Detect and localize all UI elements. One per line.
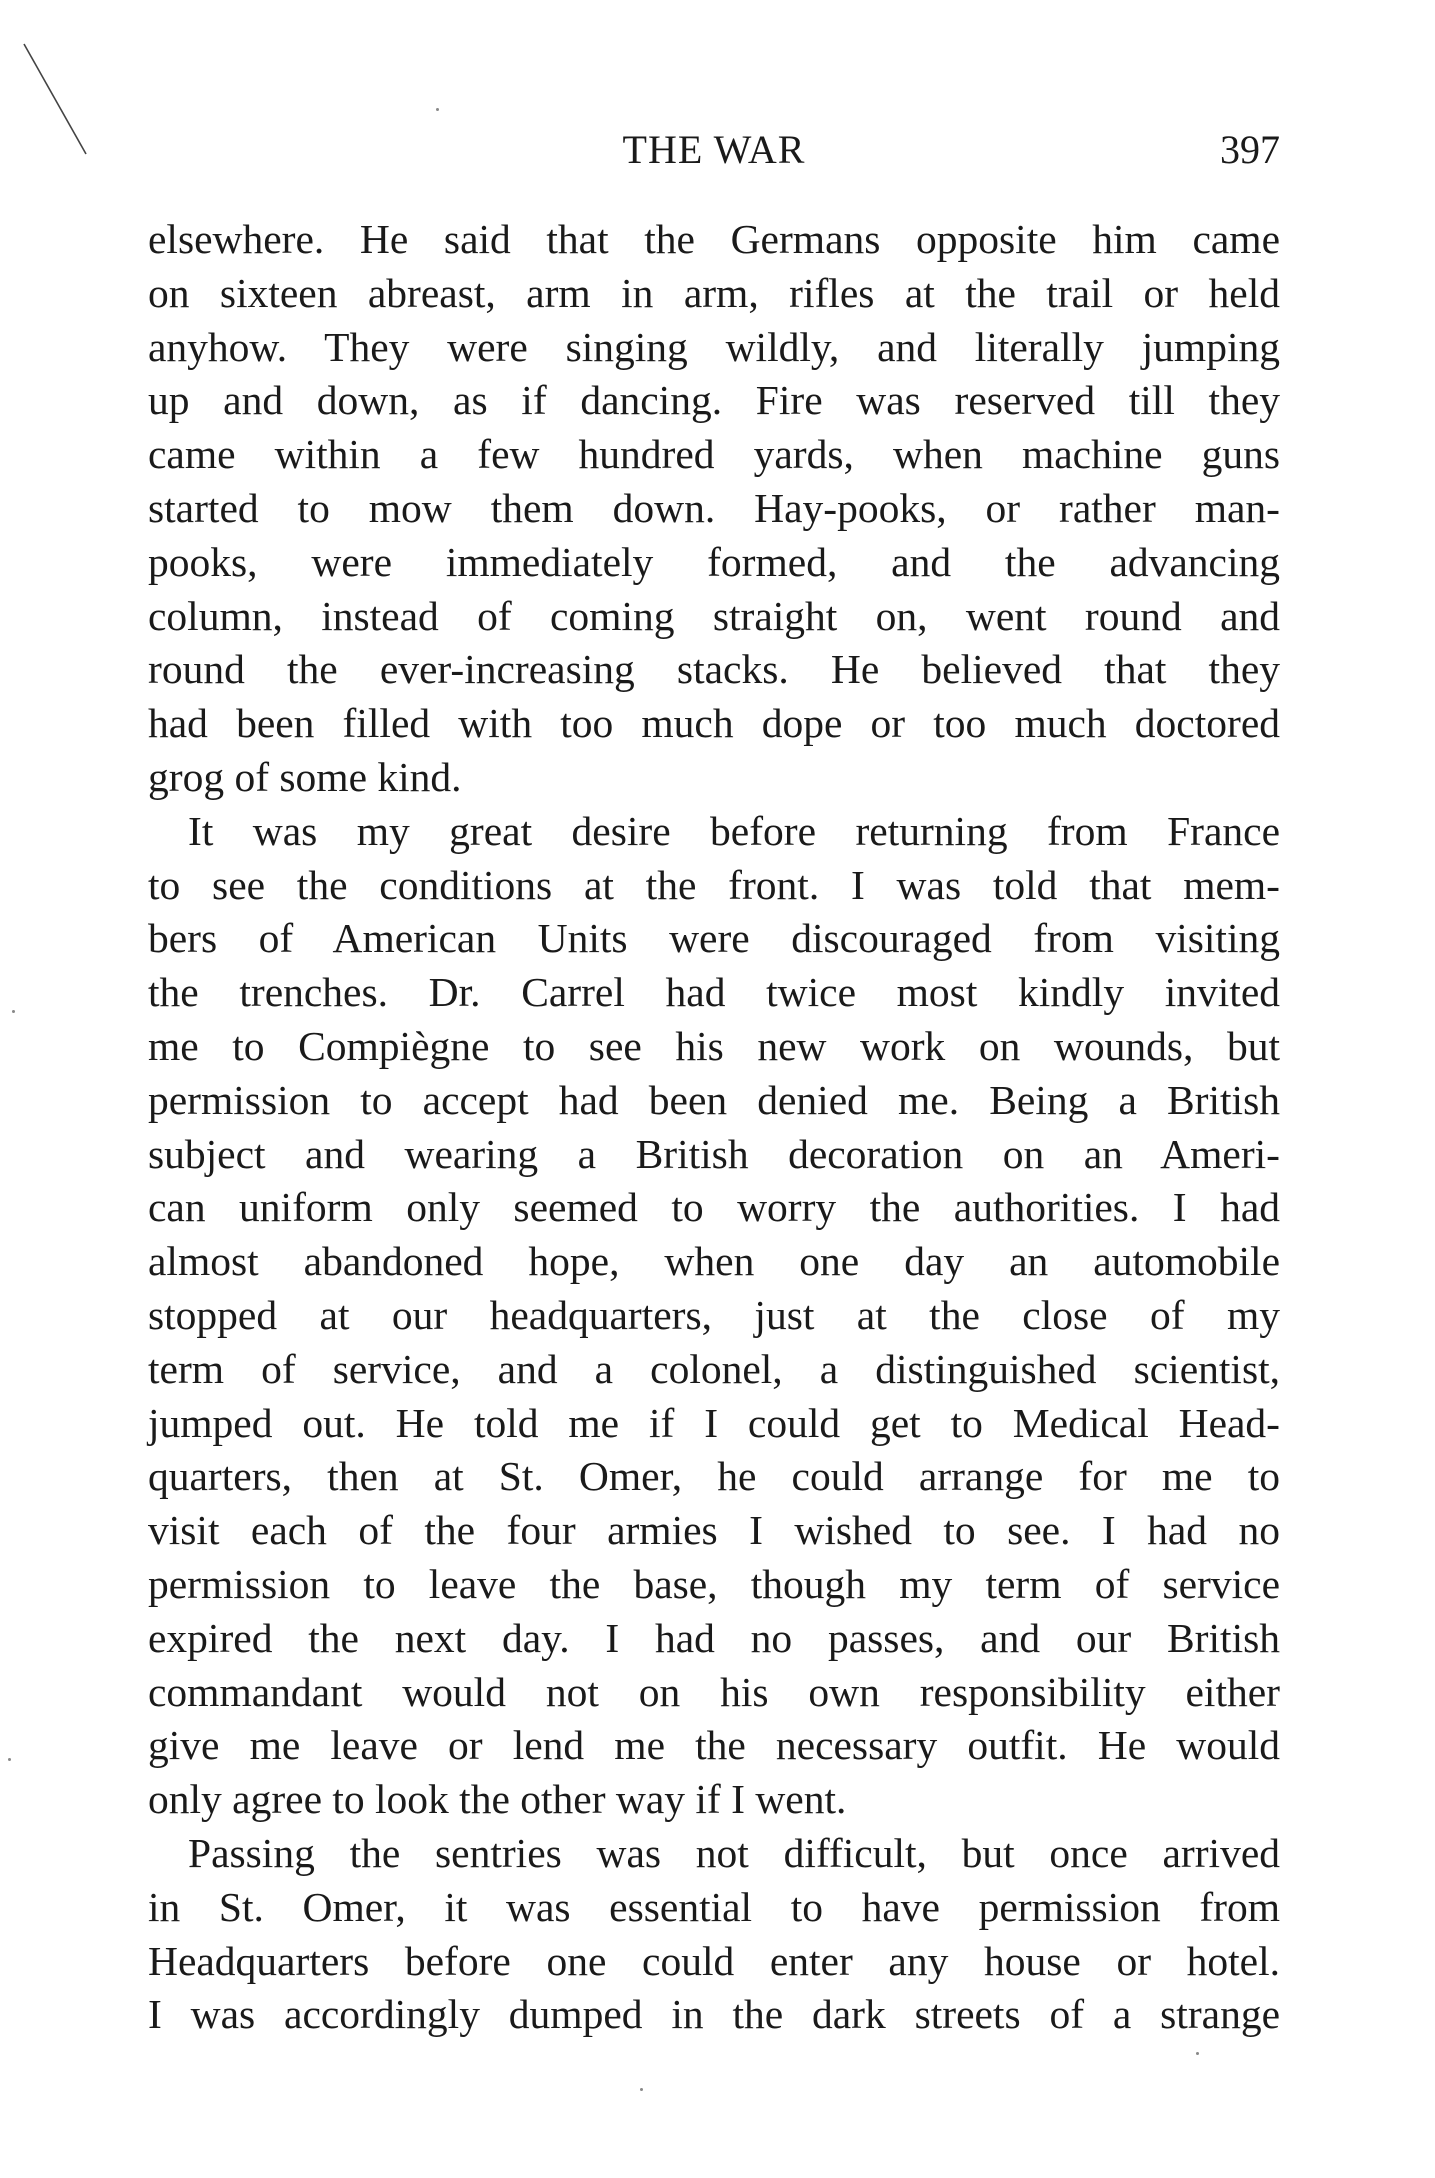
- text-line: in St. Omer, it was essential to have permission from: [148, 1883, 1280, 1930]
- text-line: expired the next day. I had no passes, and our British: [148, 1614, 1280, 1661]
- text-line: elsewhere. He said that the Germans opposite him came: [148, 216, 1280, 262]
- text-line: up and down, as if dancing. Fire was reserved till they: [148, 377, 1280, 424]
- text-line: give me leave or lend me the necessary outfit. He would: [148, 1722, 1280, 1769]
- text-line: almost abandoned hope, when one day an automobile: [148, 1238, 1280, 1285]
- text-line: visit each of the four armies I wished to see. I had no: [148, 1507, 1280, 1554]
- text-line: Passing the sentries was not difficult, but once arrived: [188, 1829, 1280, 1876]
- page-number: 397: [1220, 127, 1280, 172]
- running-title: THE WAR: [622, 127, 806, 172]
- text-line: came within a few hundred yards, when machine guns: [148, 431, 1280, 478]
- text-line: me to Compiègne to see his new work on wounds, but: [148, 1022, 1280, 1069]
- text-line: column, instead of coming straight on, went round and: [148, 592, 1280, 639]
- text-line: subject and wearing a British decoration on an Ameri-: [148, 1130, 1280, 1177]
- paragraph: [148, 1827, 1280, 2042]
- text-line: can uniform only seemed to worry the authorities. I had: [148, 1184, 1280, 1231]
- scan-speck: [436, 108, 439, 111]
- text-line: quarters, then at St. Omer, he could arrange for me to: [148, 1453, 1280, 1500]
- scan-speck: [640, 2088, 643, 2091]
- text-line: jumped out. He told me if I could get to Medical Head-: [148, 1399, 1280, 1446]
- page-header: [148, 120, 1280, 180]
- text-line: bers of American Units were discouraged from visiting: [148, 915, 1280, 962]
- scan-speck: [12, 1010, 15, 1013]
- text-line: only agree to look the other way if I went.: [148, 1776, 847, 1823]
- scan-speck: [8, 1758, 11, 1761]
- text-line: commandant would not on his own responsibility either: [148, 1668, 1280, 1715]
- text-line: permission to accept had been denied me. Being a British: [148, 1076, 1280, 1123]
- scan-speck: [1196, 2052, 1199, 2055]
- text-line: to see the conditions at the front. I was told that mem-: [148, 861, 1280, 908]
- text-line: grog of some kind.: [148, 753, 462, 800]
- text-line: permission to leave the base, though my term of service: [148, 1560, 1280, 1607]
- body-text: [148, 213, 1280, 2042]
- text-line: Headquarters before one could enter any house or hotel.: [148, 1937, 1280, 1984]
- text-line: round the ever-increasing stacks. He believed that they: [148, 646, 1280, 693]
- text-line: on sixteen abreast, arm in arm, rifles at the trail or held: [148, 269, 1280, 316]
- scan-artifact-line: [20, 40, 90, 158]
- text-line: the trenches. Dr. Carrel had twice most kindly invited: [148, 969, 1280, 1016]
- text-line: pooks, were immediately formed, and the advancing: [148, 538, 1280, 585]
- text-line: started to mow them down. Hay-pooks, or rather man-: [148, 484, 1280, 531]
- text-line: stopped at our headquarters, just at the close of my: [148, 1291, 1280, 1338]
- text-line: anyhow. They were singing wildly, and literally jumping: [148, 323, 1280, 370]
- paragraph: [148, 213, 1280, 805]
- text-line: term of service, and a colonel, a distinguished scientist,: [148, 1345, 1280, 1392]
- text-line: had been filled with too much dope or too much doctored: [148, 700, 1280, 747]
- text-line: It was my great desire before returning from France: [188, 807, 1280, 854]
- paragraph: [148, 805, 1280, 1827]
- text-line: I was accordingly dumped in the dark streets of a strange: [148, 1991, 1280, 2038]
